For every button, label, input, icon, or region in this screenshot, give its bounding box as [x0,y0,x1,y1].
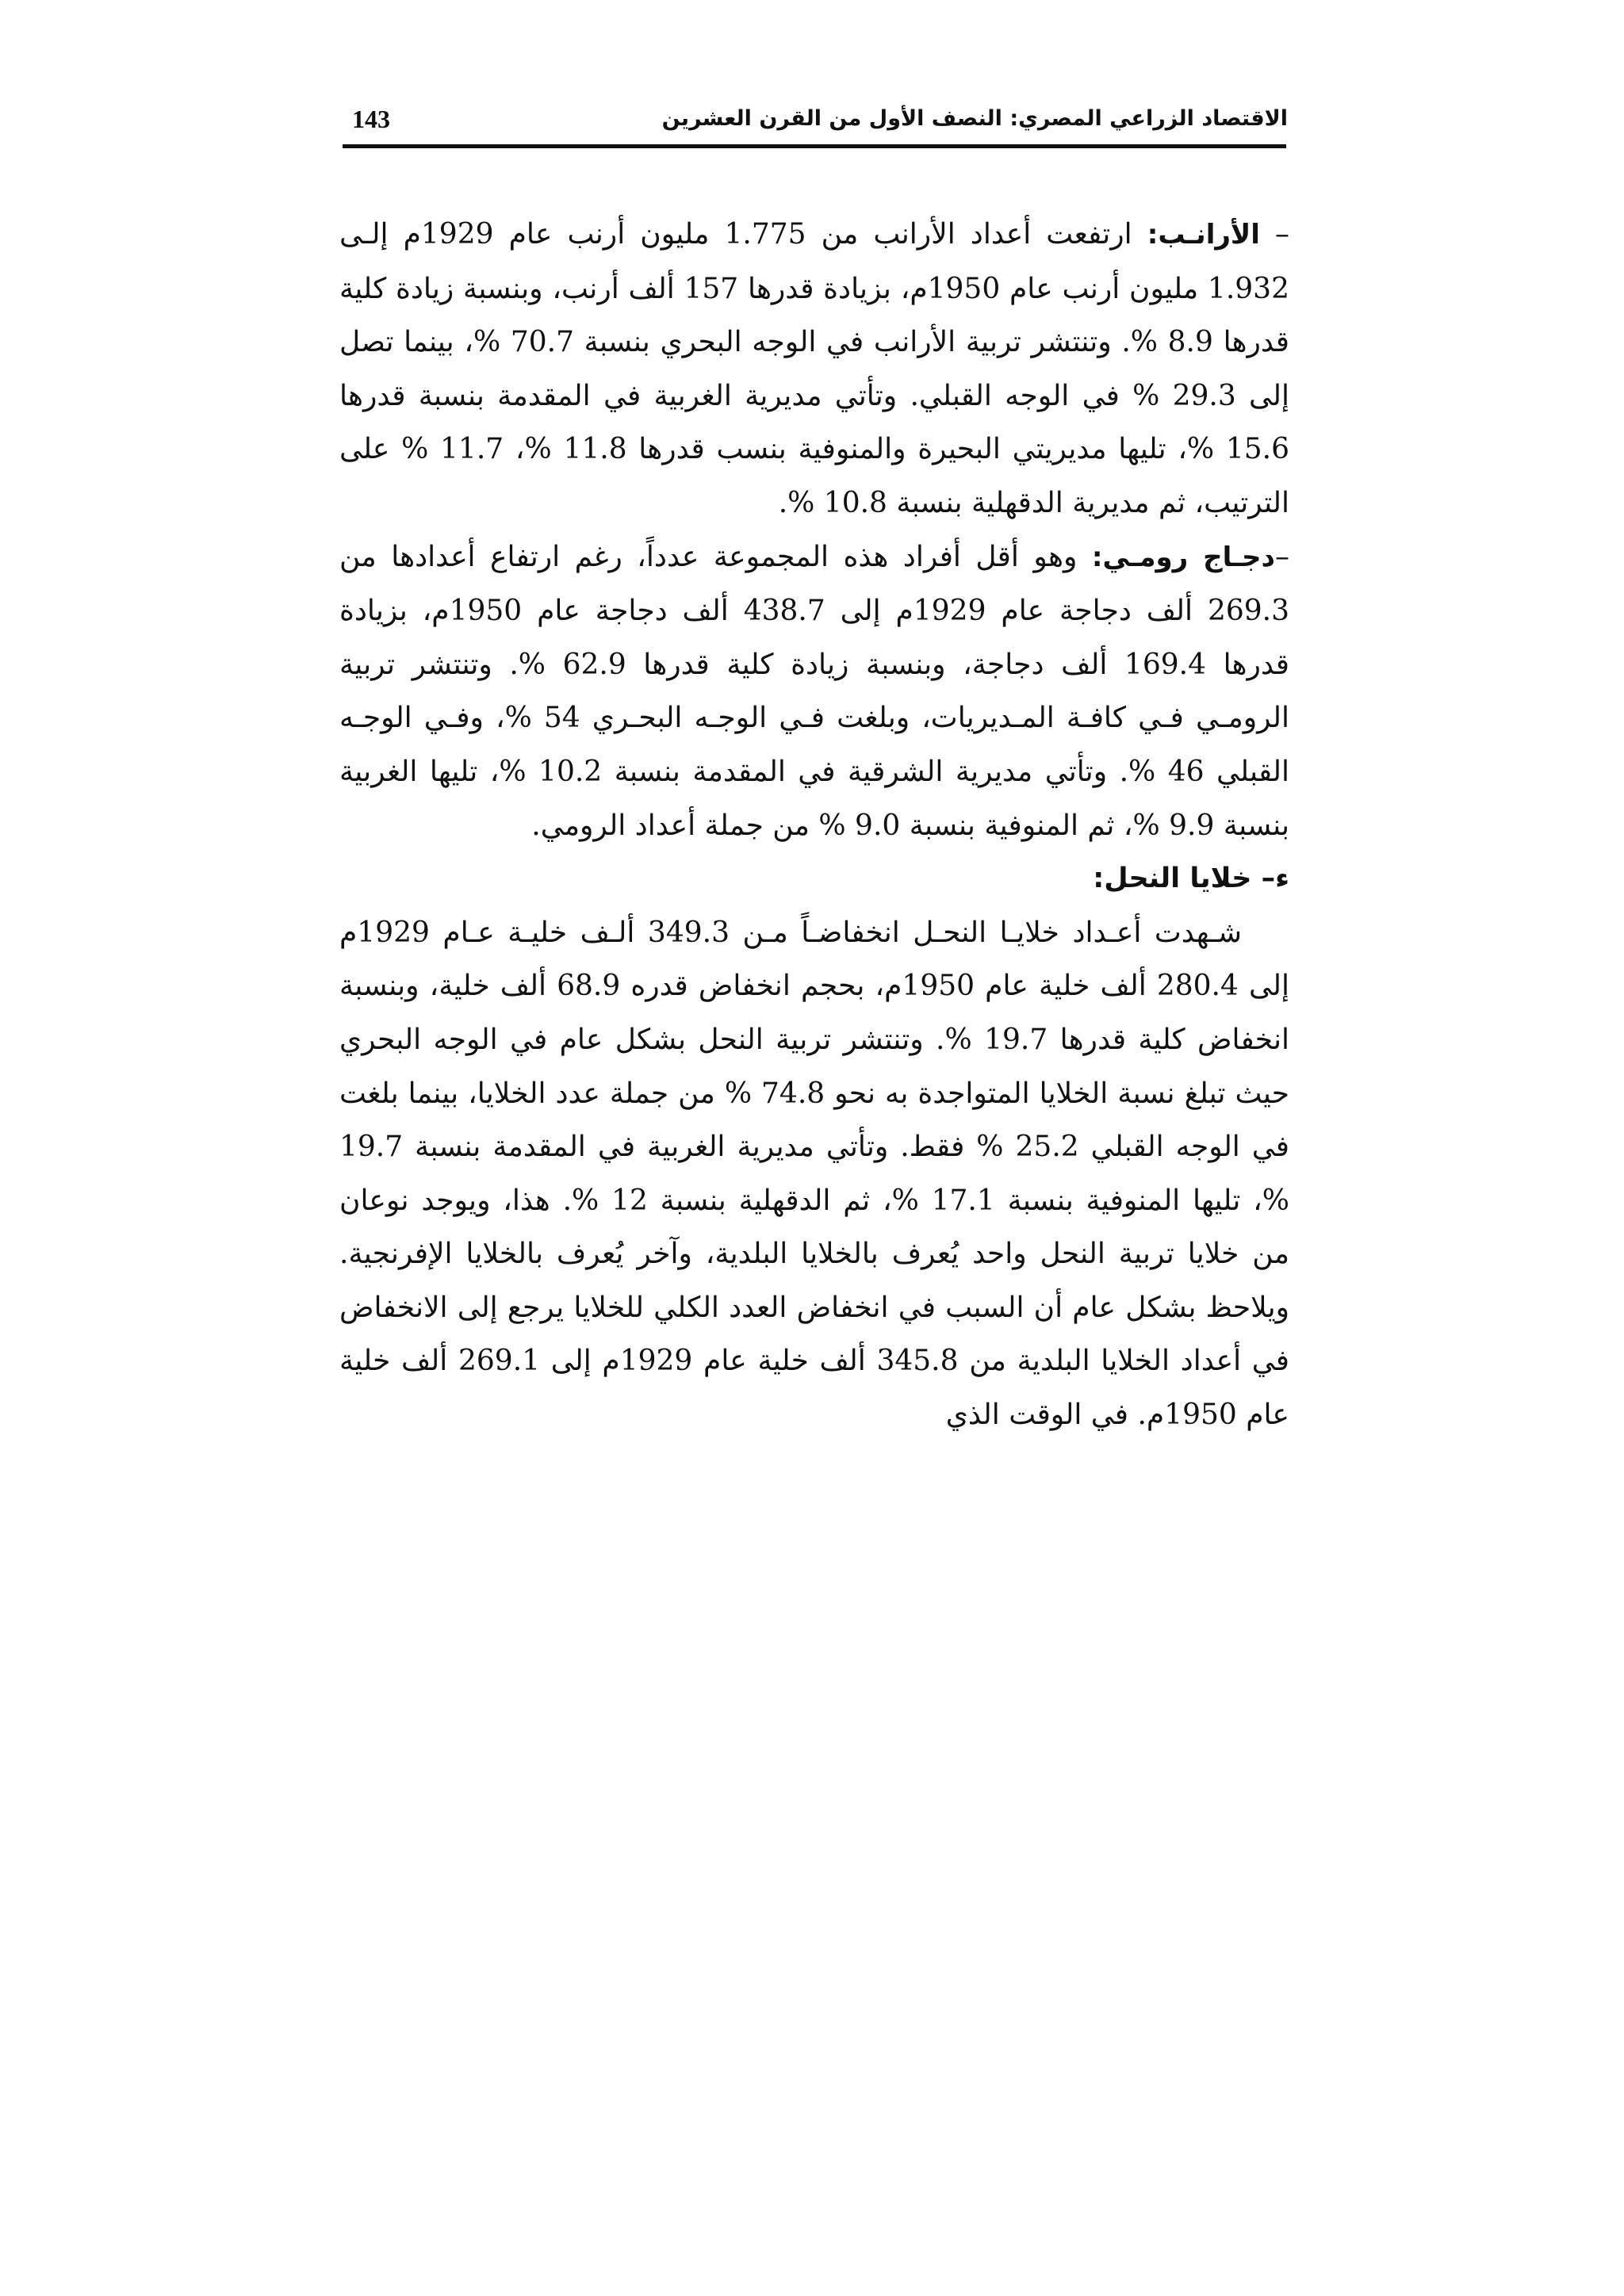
term-rabbits: الأرانـب: [1147,219,1260,251]
turkey-dash: – [1275,540,1289,573]
page-number: 143 [352,105,390,133]
running-header [341,95,1288,151]
section-heading-beehives: ء– خلايا النحل: [1093,863,1289,895]
paragraph-beehives: شـهدت أعـداد خلايـا النحـل انخفاضـاً مـن 349.3 ألـف خليـة عـام 1929م إلى 280.4 ألف خلية عام 1950م، بحجم انخفاض قدره 68.9 ألف خلية، وبنسبة انخفاض كلية قدرها 19.7 %. وتنتشر تربية النحل بشكل عام في الوجه البحري حيث تبلغ نسبة الخلايا المتواجدة به نحو 74.8 % من جملة عدد الخلايا، بينما بلغت في الوجه القبلي 25.2 % فقط. وتأتي مديرية الغربية في المقدمة بنسبة 19.7 %، تليها المنوفية بنسبة 17.1 %، ثم الدقهلية بنسبة 12 %. هذا، ويوجد نوعان من خلايا تربية النحل واحد يُعرف بالخلايا البلدية، وآخر يُعرف بالخلايا الإفرنجية. ويلاحظ بشكل عام أن السبب في انخفاض العدد الكلي للخلايا يرجع إلى الانخفاض في أعداد الخلايا البلدية من 345.8 ألف خلية عام 1929م إلى 269.1 ألف خلية عام 1950م. في الوقت الذي [339,916,1290,1432]
header-rule [343,144,1286,148]
rabbits-dash: – [1259,218,1289,251]
paragraph-turkey [339,530,1289,853]
rabbits-text: ارتفعت أعداد الأرانب من 1.775 مليون أرنب عام 1929م إلـى 1.932 مليون أرنب عام 1950م، بزيادة قدرها 157 ألف أرنب، وبنسبة زيادة كلية قدرها 8.9 %. وتنتشر تربية الأرانب في الوجه البحري بنسبة 70.7 %، بينما تصل إلى 29.3 % في الوجه القبلي. وتأتي مديرية الغربية في المقدمة بنسبة قدرها 15.6 %، تليها مديريتي البحيرة والمنوفية بنسب قدرها 11.8 %، 11.7 % على الترتيب، ثم مديرية الدقهلية بنسبة 10.8 %. [339,218,1290,519]
page-body [339,208,1289,1442]
term-turkey: دجـاج رومـي: [1091,541,1275,573]
turkey-text: وهو أقل أفراد هذه المجموعة عدداً، رغم ارتفاع أعدادها من 269.3 ألف دجاجة عام 1929م إلى 438.7 ألف دجاجة عام 1950م، بزيادة قدرها 169.4 ألف دجاجة، وبنسبة زيادة كلية قدرها 62.9 %. وتنتشر تربية الرومـي فـي كافـة المـديريات، وبلغت فـي الوجـه البحـري 54 %، وفـي الوجـه القبلي 46 %. وتأتي مديرية الشرقية في المقدمة بنسبة 10.2 %، تليها الغربية بنسبة 9.9 %، ثم المنوفية بنسبة 9.0 % من جملة أعداد الرومي. [339,540,1290,842]
running-header-title: الاقتصاد الزراعي المصري: النصف الأول من القرن العشرين [661,106,1288,131]
paragraph-rabbits [339,208,1289,530]
